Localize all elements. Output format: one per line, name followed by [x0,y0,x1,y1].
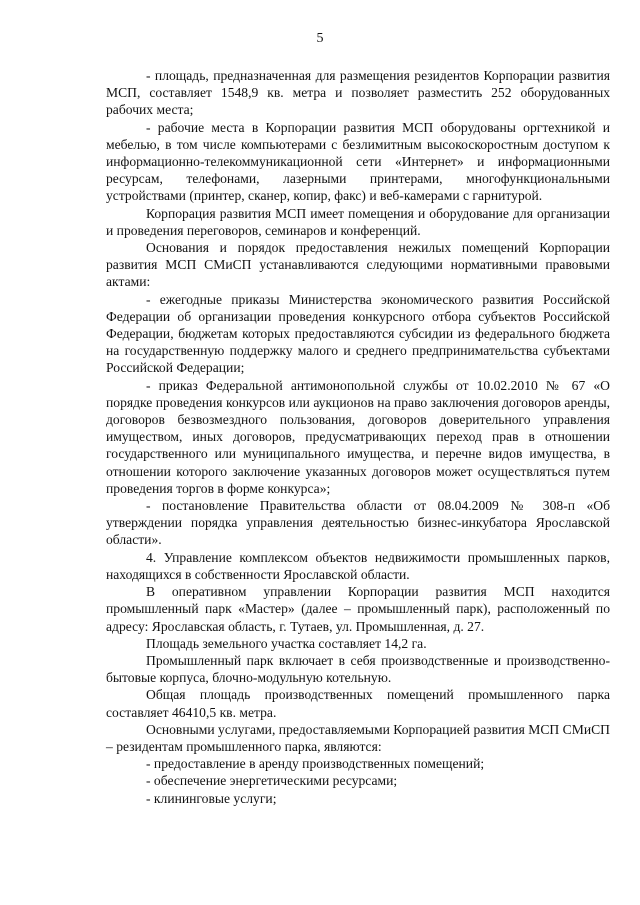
paragraph: - клининговые услуги; [146,790,277,806]
paragraph: - обеспечение энергетическими ресурсами; [146,773,398,789]
paragraph: - площадь, предназначенная для размещения резидентов Корпорации развития МСП, составляет 1548,9 кв. метра и позволяет разместить 252 оборудованных рабочих места; [106,68,610,118]
paragraph: В оперативном управлении Корпорации развития МСП находится промышленный парк «Мастер» (далее – промышленный парк), расположенный по адресу: Ярославская область, г. Тутаев, ул. Промышленная, д. 27. [106,584,610,634]
paragraph: Площадь земельного участка составляет 14,2 га. [146,635,427,651]
paragraph: Основными услугами, предоставляемыми Корпорацией развития МСП СМиСП – резидентам промышленного парка, являются: [106,721,610,754]
paragraph: - приказ Федеральной антимонопольной службы от 10.02.2010 № 67 «О порядке проведения конкурсов или аукционов на право заключения договоров аренды, договоров безвозмездного пользования, договоров доверительного управления имуществом, иных договоров, предусматривающих переход прав в отношении государственного или муниципального имущества, и перечне видов имущества, в отношении которого заключение указанных договоров может осуществляться путем проведения торгов в форме конкурса»; [106,377,610,496]
page-number: 5 [316,31,324,46]
paragraph: 4. Управление комплексом объектов недвижимости промышленных парков, находящихся в собственности Ярославской области. [106,549,610,582]
paragraph: Корпорация развития МСП имеет помещения и оборудование для организации и проведения переговоров, семинаров и конференций. [106,205,610,238]
paragraph: - рабочие места в Корпорации развития МСП оборудованы оргтехникой и мебелью, в том числе компьютерами с безлимитным высокоскоростным доступом к информационно-телекоммуникационной сети «Интернет» и информационными ресурсам, телефонами, лазерными принтерами, многофункциональными устройствами (принтер, сканер, копир, факс) и веб-камерами с гарнитурой. [106,119,610,204]
paragraph: Промышленный парк включает в себя производственные и производственно-бытовые корпуса, блочно-модульную котельную. [106,652,610,686]
paragraph: - ежегодные приказы Министерства экономического развития Российской Федерации об организации проведения конкурсного отбора субъектов Российской Федерации, бюджетам которых предоставляются субсидии из федерального бюджета на государственную поддержку малого и среднего предпринимательства субъектами Российской Федерации; [106,291,610,376]
paragraph: Основания и порядок предоставления нежилых помещений Корпорации развития МСП СМиСП устанавливаются следующими нормативными правовыми актами: [106,240,610,290]
document-body [106,67,610,807]
paragraph: - предоставление в аренду производственных помещений; [146,756,485,772]
paragraph: - постановление Правительства области от 08.04.2009 № 308-п «Об утверждении порядка управления деятельностью бизнес-инкубатора Ярославской области». [106,498,610,548]
paragraph: Общая площадь производственных помещений промышленного парка составляет 46410,5 кв. метра. [106,687,610,720]
